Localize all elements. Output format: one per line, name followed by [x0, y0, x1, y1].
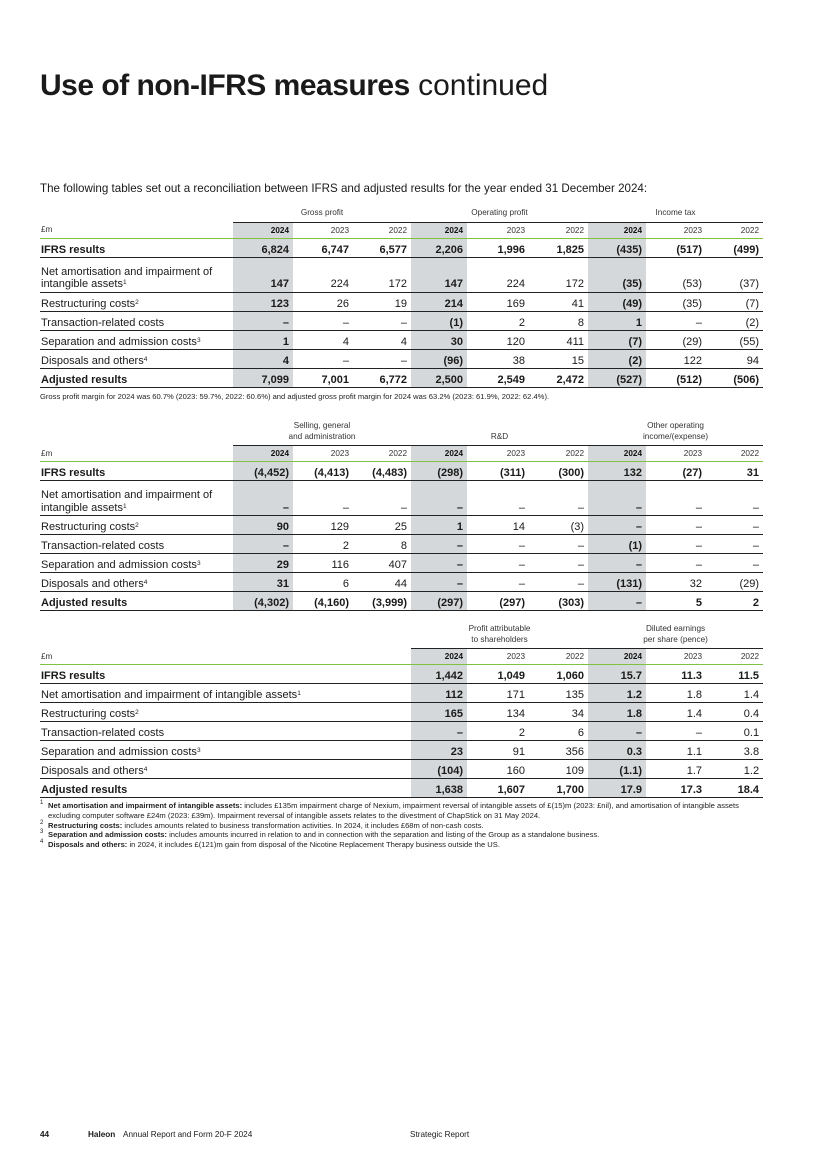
table-cell: – [646, 554, 706, 573]
table-cell: – [646, 516, 706, 535]
table-cell: – [646, 481, 706, 516]
table-row [40, 368, 763, 387]
table-cell: 1,607 [467, 779, 529, 798]
table-cell: 129 [293, 516, 353, 535]
year-header: 2024 [588, 649, 646, 665]
table-cell: – [588, 554, 646, 573]
table-cell: 135 [529, 684, 588, 703]
table-cell: – [646, 311, 706, 330]
table-cell: 0.1 [706, 722, 763, 741]
table-cell: (4,413) [293, 462, 353, 481]
table-cell: – [467, 535, 529, 554]
footnote-marker: 1 [122, 502, 127, 510]
table-cell: – [233, 481, 293, 516]
table-row [40, 330, 763, 349]
reconciliation-table-profit-eps [40, 624, 763, 798]
table-cell: 23 [411, 741, 467, 760]
table-cell: 1,049 [467, 665, 529, 684]
table-cell: 8 [353, 535, 411, 554]
table-row [40, 462, 763, 481]
table-cell: 90 [233, 516, 293, 535]
row-label: Adjusted results [40, 779, 411, 798]
page-title: Use of non-IFRS measures continued [40, 69, 549, 102]
table-cell: 4 [233, 349, 293, 368]
table-row [40, 292, 763, 311]
row-label: Disposals and others$^4$ [40, 760, 411, 779]
table-cell: (506) [706, 368, 763, 387]
year-header: 2024 [588, 446, 646, 462]
table-cell: 31 [233, 573, 293, 592]
group-header: R&D [411, 421, 588, 446]
table-cell: 18.4 [706, 779, 763, 798]
group-header: Operating profit [411, 208, 588, 222]
year-header: 2022 [529, 446, 588, 462]
footnote-marker: 2 [135, 298, 139, 306]
table-cell: 38 [467, 349, 529, 368]
table-cell: – [411, 722, 467, 741]
table-cell: (298) [411, 462, 467, 481]
year-header: 2024 [411, 446, 467, 462]
table-cell: 6 [293, 573, 353, 592]
table-cell: 14 [467, 516, 529, 535]
row-label: Separation and admission costs$^3$ [40, 741, 411, 760]
table-cell: 109 [529, 760, 588, 779]
footnote-marker: 2 [135, 709, 139, 716]
table-cell: 134 [467, 703, 529, 722]
row-label: Transaction-related costs [40, 535, 233, 554]
table-cell: (96) [411, 349, 467, 368]
footnote-marker: 2 [135, 522, 139, 529]
table-cell: 123 [233, 292, 293, 311]
table-cell: 17.3 [646, 779, 706, 798]
table-cell: 1.7 [646, 760, 706, 779]
table-cell: (7) [588, 330, 646, 349]
table-cell: 1.1 [646, 741, 706, 760]
footnote: 2 Restructuring costs: includes amounts related to business transformation activities. In 2024, it includes £68m of non-cash costs. [40, 819, 484, 830]
footnote: 1 Net amortisation and impairment of intangible assets: includes £135m impairment charge of Nexium, impairment reversal of intangible assets of £(15)m (2023: £nil), and amortisation of intangible assets excluding computer software £24m (2023: £39m). Impairment reversal of intangible assets relates to the divestment of ChapStick on 31 May 2024. [40, 800, 739, 820]
year-header: 2023 [467, 222, 529, 238]
row-label: Net amortisation and impairment of intangible assets$^1$ [40, 684, 411, 703]
table-cell: 6 [529, 722, 588, 741]
table-cell: 1,442 [411, 665, 467, 684]
table-row [40, 722, 763, 741]
table-cell: (1) [588, 535, 646, 554]
table-cell: 172 [529, 257, 588, 292]
table-cell: (435) [588, 238, 646, 257]
year-header: 2024 [233, 446, 293, 462]
table-cell: (527) [588, 368, 646, 387]
table-cell: 4 [353, 330, 411, 349]
table-cell: 1,060 [529, 665, 588, 684]
table-cell: – [293, 481, 353, 516]
table-cell: 11.3 [646, 665, 706, 684]
table-cell: 1.2 [706, 760, 763, 779]
table-cell: 2,472 [529, 368, 588, 387]
year-header: 2022 [706, 649, 763, 665]
row-label: Adjusted results [40, 592, 233, 611]
table-cell: (1) [411, 311, 467, 330]
row-label: Restructuring costs$^2$ [40, 703, 411, 722]
table-cell: 6,747 [293, 238, 353, 257]
table-cell: 214 [411, 292, 467, 311]
footnote-marker: 3 [196, 747, 201, 754]
table-row [40, 573, 763, 592]
year-header: 2023 [293, 222, 353, 238]
table-cell: 1.4 [706, 684, 763, 703]
table-cell: 30 [411, 330, 467, 349]
table-cell: (4,302) [233, 592, 293, 611]
row-label: Restructuring costs$^2$ [40, 292, 233, 311]
table-cell: 7,001 [293, 368, 353, 387]
table-cell: 411 [529, 330, 588, 349]
table-cell: (37) [706, 257, 763, 292]
table-cell: – [706, 535, 763, 554]
table-cell: 2 [293, 535, 353, 554]
table-cell: (53) [646, 257, 706, 292]
table-cell: – [233, 311, 293, 330]
year-header: 2024 [233, 222, 293, 238]
table-cell: – [529, 554, 588, 573]
table-cell: – [706, 516, 763, 535]
row-label: Net amortisation and impairment of intangible assets$^1$ [40, 257, 233, 292]
table-cell: – [353, 349, 411, 368]
table-cell: 32 [646, 573, 706, 592]
year-header: 2023 [467, 446, 529, 462]
table-cell: – [467, 573, 529, 592]
table-cell: 2,500 [411, 368, 467, 387]
footnote-marker: 4 [143, 766, 148, 773]
table-cell: 5 [646, 592, 706, 611]
footnote-marker: 1 [297, 690, 301, 697]
table-cell: 2 [467, 722, 529, 741]
table-cell: (4,160) [293, 592, 353, 611]
table-cell: 1,638 [411, 779, 467, 798]
year-header: 2022 [353, 222, 411, 238]
year-header: 2023 [467, 649, 529, 665]
table-cell: 6,824 [233, 238, 293, 257]
footnote: 3 Separation and admission costs: includes amounts incurred in relation to and in connection with the separation and listing of the Group as a standalone business. [40, 829, 600, 840]
table-row [40, 741, 763, 760]
group-header: Diluted earnings per share (pence) [588, 624, 763, 649]
table-cell: 17.9 [588, 779, 646, 798]
year-header: 2022 [529, 222, 588, 238]
table-cell: – [588, 481, 646, 516]
table-cell: – [353, 481, 411, 516]
year-header: 2023 [646, 446, 706, 462]
table-cell: (303) [529, 592, 588, 611]
table-row [40, 481, 763, 516]
table-cell: – [588, 516, 646, 535]
table-cell: 6,577 [353, 238, 411, 257]
table-cell: 132 [588, 462, 646, 481]
table-cell: 94 [706, 349, 763, 368]
table-cell: 1.8 [646, 684, 706, 703]
table-cell: 356 [529, 741, 588, 760]
table-row [40, 535, 763, 554]
table-cell: (35) [588, 257, 646, 292]
table-cell: – [411, 554, 467, 573]
table-cell: (300) [529, 462, 588, 481]
row-label: Disposals and others$^4$ [40, 573, 233, 592]
table-cell: 41 [529, 292, 588, 311]
table-cell: – [467, 481, 529, 516]
table-cell: (2) [588, 349, 646, 368]
table-cell: 1.8 [588, 703, 646, 722]
table-row [40, 779, 763, 798]
row-label: Disposals and others$^4$ [40, 349, 233, 368]
table-cell: – [411, 481, 467, 516]
table-cell: 4 [293, 330, 353, 349]
row-label: Separation and admission costs$^3$ [40, 554, 233, 573]
table-cell: 25 [353, 516, 411, 535]
row-label: Separation and admission costs$^3$ [40, 330, 233, 349]
year-header: 2022 [706, 446, 763, 462]
year-header: 2023 [646, 222, 706, 238]
table-cell: 1 [588, 311, 646, 330]
year-header: 2022 [529, 649, 588, 665]
table-row [40, 592, 763, 611]
table-cell: 1,825 [529, 238, 588, 257]
table-cell: 171 [467, 684, 529, 703]
report-name: Annual Report and Form 20-F 2024 [123, 1130, 253, 1139]
table-row [40, 257, 763, 292]
footnote-marker: 3 [196, 560, 201, 567]
footnotes [40, 801, 765, 850]
group-header: Gross profit [233, 208, 411, 222]
table-cell: 15 [529, 349, 588, 368]
table-cell: 11.5 [706, 665, 763, 684]
table-cell: – [529, 573, 588, 592]
table-cell: 1.2 [588, 684, 646, 703]
table-cell: – [293, 311, 353, 330]
table-row [40, 311, 763, 330]
year-header: 2022 [706, 222, 763, 238]
table-cell: (311) [467, 462, 529, 481]
page-footer [40, 1129, 765, 1141]
table-cell: – [293, 349, 353, 368]
year-header: 2023 [646, 649, 706, 665]
table-cell: (7) [706, 292, 763, 311]
table-cell: 147 [233, 257, 293, 292]
table-cell: 116 [293, 554, 353, 573]
group-header: Profit attributable to shareholders [411, 624, 588, 649]
table-cell: 112 [411, 684, 467, 703]
table-cell: 165 [411, 703, 467, 722]
table-cell: 91 [467, 741, 529, 760]
table-cell: – [529, 535, 588, 554]
table-row [40, 665, 763, 684]
table-cell: – [353, 311, 411, 330]
table-cell: (297) [467, 592, 529, 611]
table-row [40, 760, 763, 779]
row-label: Transaction-related costs [40, 722, 411, 741]
reconciliation-table-sga-rd-other [40, 421, 763, 611]
table-cell: (517) [646, 238, 706, 257]
table-cell: 1.4 [646, 703, 706, 722]
table-cell: 31 [706, 462, 763, 481]
row-label: Net amortisation and impairment of intangible assets$^1$ [40, 481, 233, 516]
table-cell: (1.1) [588, 760, 646, 779]
group-header: Income tax [588, 208, 763, 222]
row-label: Restructuring costs$^2$ [40, 516, 233, 535]
table-cell: 3.8 [706, 741, 763, 760]
table-cell: (104) [411, 760, 467, 779]
table-cell: 1,700 [529, 779, 588, 798]
table-cell: – [411, 573, 467, 592]
table-cell: (29) [646, 330, 706, 349]
table-cell: – [646, 722, 706, 741]
table-cell: (27) [646, 462, 706, 481]
table-cell: 0.3 [588, 741, 646, 760]
table-cell: 224 [293, 257, 353, 292]
footnote-marker: 1 [122, 279, 127, 286]
table-cell: 7,099 [233, 368, 293, 387]
table-cell: 8 [529, 311, 588, 330]
table-row [40, 238, 763, 257]
table-cell: 6,772 [353, 368, 411, 387]
table-cell: (3) [529, 516, 588, 535]
table-cell: (4,452) [233, 462, 293, 481]
year-header: 2024 [411, 222, 467, 238]
footnote-marker: 4 [143, 579, 148, 586]
year-header: 2024 [411, 649, 467, 665]
table-row [40, 684, 763, 703]
section-name: Strategic Report [410, 1130, 470, 1139]
table-cell: (29) [706, 573, 763, 592]
table-cell: (4,483) [353, 462, 411, 481]
table-cell: – [529, 481, 588, 516]
table-cell: 26 [293, 292, 353, 311]
table-row [40, 516, 763, 535]
table-cell: (2) [706, 311, 763, 330]
table-cell: 34 [529, 703, 588, 722]
table-cell: (512) [646, 368, 706, 387]
table-row [40, 349, 763, 368]
group-header: Other operating income/(expense) [588, 421, 763, 446]
table-cell: 29 [233, 554, 293, 573]
footnote-marker: 4 [143, 355, 148, 363]
group-header: Selling, general and administration [233, 421, 411, 446]
table-cell: – [706, 481, 763, 516]
unit-label: £m [40, 222, 233, 238]
table-cell: – [706, 554, 763, 573]
table-cell: (297) [411, 592, 467, 611]
table-cell: – [233, 535, 293, 554]
row-label: Transaction-related costs [40, 311, 233, 330]
table-cell: (131) [588, 573, 646, 592]
table-cell: 147 [411, 257, 467, 292]
footnote: 4 Disposals and others: in 2024, it includes £(121)m gain from disposal of the Nicotine Replacement Therapy business outside the US. [40, 839, 500, 850]
year-header: 2024 [588, 222, 646, 238]
brand-name: Haleon [88, 1130, 116, 1139]
table-cell: – [467, 554, 529, 573]
table-cell: 2,206 [411, 238, 467, 257]
table-cell: 122 [646, 349, 706, 368]
table-cell: (55) [706, 330, 763, 349]
table-cell: 1,996 [467, 238, 529, 257]
unit-label: £m [40, 649, 411, 665]
table-cell: 172 [353, 257, 411, 292]
row-label: IFRS results [40, 462, 233, 481]
reconciliation-table-gross-operating-tax [40, 208, 763, 388]
table-cell: 15.7 [588, 665, 646, 684]
gross-margin-note: Gross profit margin for 2024 was 60.7% (2023: 59.7%, 2022: 60.6%) and adjusted gross profit margin for 2024 was 63.2% (2023: 61.9%, 2022: 62.4%). [40, 392, 550, 401]
table-cell: – [646, 535, 706, 554]
row-label: IFRS results [40, 238, 233, 257]
table-cell: 407 [353, 554, 411, 573]
table-cell: 160 [467, 760, 529, 779]
table-cell: 19 [353, 292, 411, 311]
intro-text: The following tables set out a reconciliation between IFRS and adjusted results for the year ended 31 December 2024: [40, 182, 648, 195]
table-row [40, 554, 763, 573]
table-cell: (49) [588, 292, 646, 311]
table-cell: 44 [353, 573, 411, 592]
table-cell: 1 [411, 516, 467, 535]
row-label: Adjusted results [40, 368, 233, 387]
table-cell: 120 [467, 330, 529, 349]
year-header: 2022 [353, 446, 411, 462]
table-cell: (499) [706, 238, 763, 257]
table-cell: 0.4 [706, 703, 763, 722]
table-row [40, 703, 763, 722]
table-cell: 2 [706, 592, 763, 611]
table-cell: 2,549 [467, 368, 529, 387]
table-cell: – [411, 535, 467, 554]
table-cell: 2 [467, 311, 529, 330]
table-cell: 1 [233, 330, 293, 349]
table-cell: (35) [646, 292, 706, 311]
table-cell: – [588, 722, 646, 741]
table-cell: 224 [467, 257, 529, 292]
table-cell: – [588, 592, 646, 611]
page-number: 44 [40, 1130, 50, 1139]
row-label: IFRS results [40, 665, 411, 684]
footnote-marker: 3 [196, 336, 201, 344]
year-header: 2023 [293, 446, 353, 462]
table-cell: 169 [467, 292, 529, 311]
unit-label: £m [40, 446, 233, 462]
table-cell: (3,999) [353, 592, 411, 611]
